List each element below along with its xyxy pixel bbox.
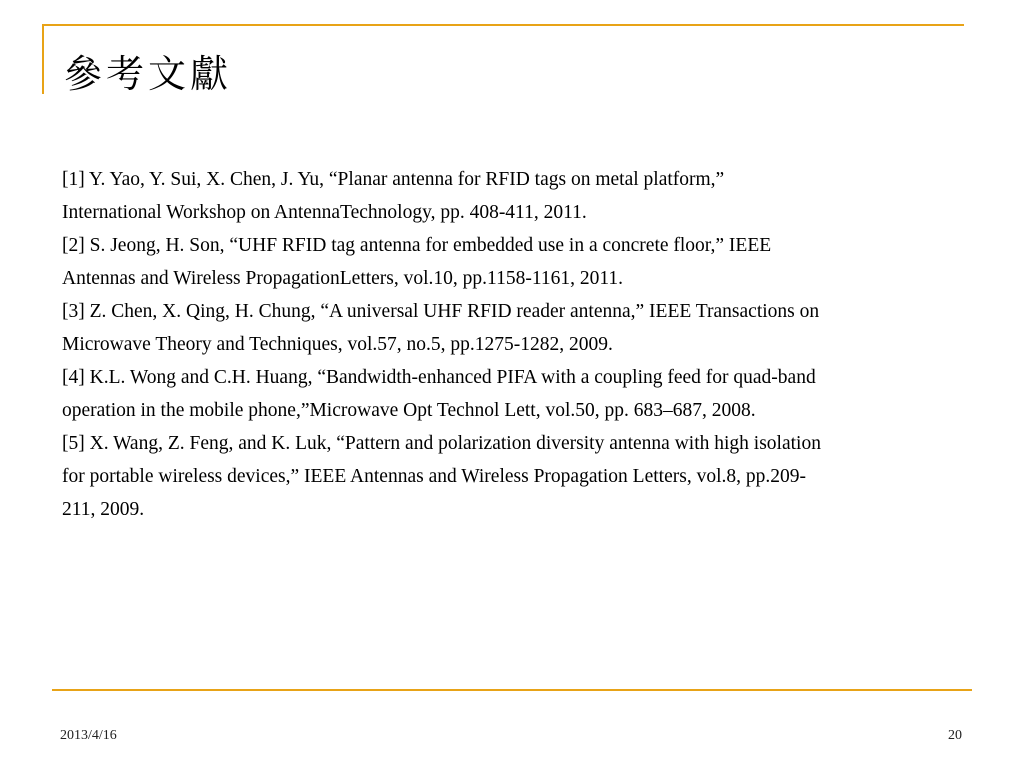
reference-line: [1] Y. Yao, Y. Sui, X. Chen, J. Yu, “Planar antenna for RFID tags on metal platform,” [62,169,725,190]
reference-item [62,427,962,526]
footer-date: 2013/4/16 [60,728,117,743]
reference-line: for portable wireless devices,” IEEE Antennas and Wireless Propagation Letters, vol.8, pp.209- [62,466,806,487]
bottom-divider [52,689,972,691]
reference-line: International Workshop on AntennaTechnology, pp. 408-411, 2011. [62,202,587,223]
reference-line: 211, 2009. [62,499,145,520]
reference-item [62,163,962,229]
reference-line: [4] K.L. Wong and C.H. Huang, “Bandwidth-enhanced PIFA with a coupling feed for quad-band [62,367,816,388]
reference-line: [3] Z. Chen, X. Qing, H. Chung, “A universal UHF RFID reader antenna,” IEEE Transactions on [62,301,820,322]
reference-item [62,295,962,361]
top-divider [42,24,964,26]
reference-item [62,361,962,427]
reference-item [62,229,962,295]
reference-line: Antennas and Wireless PropagationLetters, vol.10, pp.1158-1161, 2011. [62,268,624,289]
slide-title: 參考文獻 [64,52,233,96]
page-number: 20 [948,728,962,743]
reference-line: [5] X. Wang, Z. Feng, and K. Luk, “Pattern and polarization diversity antenna with high isolation [62,433,821,454]
reference-line: [2] S. Jeong, H. Son, “UHF RFID tag antenna for embedded use in a concrete floor,” IEEE [62,235,772,256]
reference-list [62,163,962,526]
reference-line: operation in the mobile phone,”Microwave Opt Technol Lett, vol.50, pp. 683–687, 2008. [62,400,756,421]
left-accent-bar [42,24,44,94]
reference-line: Microwave Theory and Techniques, vol.57, no.5, pp.1275-1282, 2009. [62,334,613,355]
